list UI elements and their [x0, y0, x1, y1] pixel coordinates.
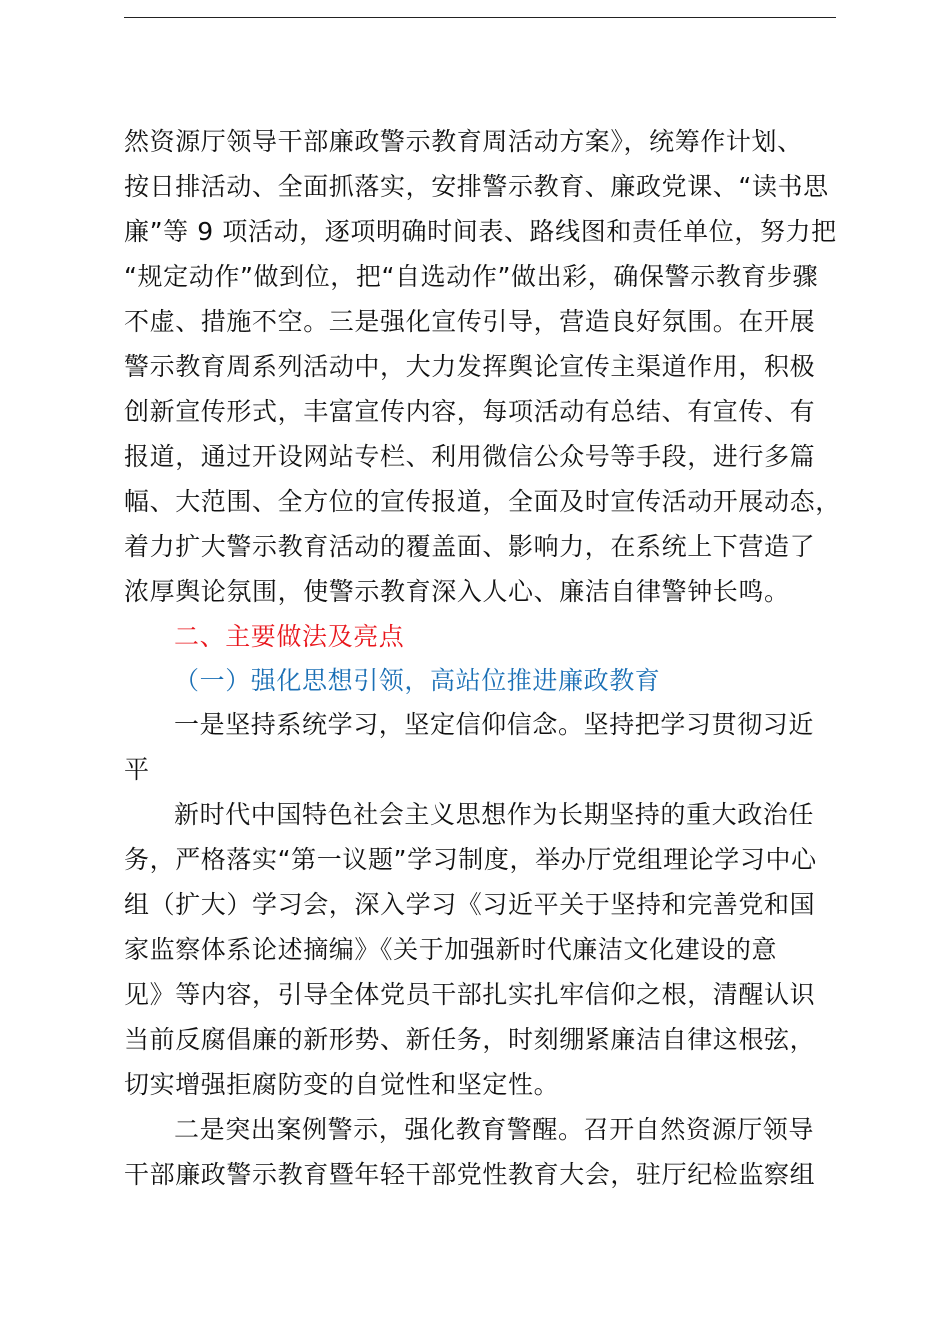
- paragraph-line: 见》等内容，引导全体党员干部扎实扎牢信仰之根，清醒认识: [124, 980, 816, 1009]
- header-rule: [124, 17, 836, 18]
- subsection-heading: （一）强化思想引领，高站位推进廉政教育: [174, 666, 661, 695]
- paragraph-line: 警示教育周系列活动中，大力发挥舆论宣传主渠道作用，积极: [124, 352, 816, 381]
- paragraph-line: 创新宣传形式，丰富宣传内容，每项活动有总结、有宣传、有: [124, 397, 816, 426]
- paragraph-line: 然资源厅领导干部廉政警示教育周活动方案》，统筹作计划、: [124, 127, 803, 156]
- paragraph-line: 平: [124, 755, 150, 784]
- paragraph-line: 切实增强拒腐防变的自觉性和坚定性。: [124, 1070, 560, 1099]
- paragraph-line: 二是突出案例警示，强化教育警醒。召开自然资源厅领导: [174, 1115, 815, 1144]
- paragraph-line: 当前反腐倡廉的新形势、新任务，时刻绷紧廉洁自律这根弦，: [124, 1025, 816, 1054]
- paragraph-line: 幅、大范围、全方位的宣传报道，全面及时宣传活动开展动态，: [124, 487, 841, 516]
- paragraph-line: 务，严格落实“第一议题”学习制度，举办厅党组理论学习中心: [124, 845, 817, 874]
- paragraph-line: 家监察体系论述摘编》《关于加强新时代廉洁文化建设的意: [124, 935, 778, 964]
- paragraph-line: 干部廉政警示教育暨年轻干部党性教育大会，驻厅纪检监察组: [124, 1160, 816, 1189]
- paragraph-line: 廉”等 9 项活动，逐项明确时间表、路线图和责任单位，努力把: [124, 217, 837, 246]
- section-heading: 二、主要做法及亮点: [174, 622, 405, 651]
- paragraph-line: 组（扩大）学习会，深入学习《习近平关于坚持和完善党和国: [124, 890, 816, 919]
- paragraph-line: 不虚、措施不空。三是强化宣传引导，营造良好氛围。在开展: [124, 307, 816, 336]
- paragraph-line: 一是坚持系统学习，坚定信仰信念。坚持把学习贯彻习近: [174, 710, 815, 739]
- paragraph-line: 着力扩大警示教育活动的覆盖面、影响力，在系统上下营造了: [124, 532, 816, 561]
- paragraph-line: 浓厚舆论氛围，使警示教育深入人心、廉洁自律警钟长鸣。: [124, 577, 790, 606]
- paragraph-line: 新时代中国特色社会主义思想作为长期坚持的重大政治任: [174, 800, 815, 829]
- paragraph-line: 按日排活动、全面抓落实，安排警示教育、廉政党课、“读书思: [124, 172, 829, 201]
- paragraph-line: “规定动作”做到位，把“自选动作”做出彩，确保警示教育步骤: [124, 262, 819, 291]
- paragraph-line: 报道，通过开设网站专栏、利用微信公众号等手段，进行多篇: [124, 442, 816, 471]
